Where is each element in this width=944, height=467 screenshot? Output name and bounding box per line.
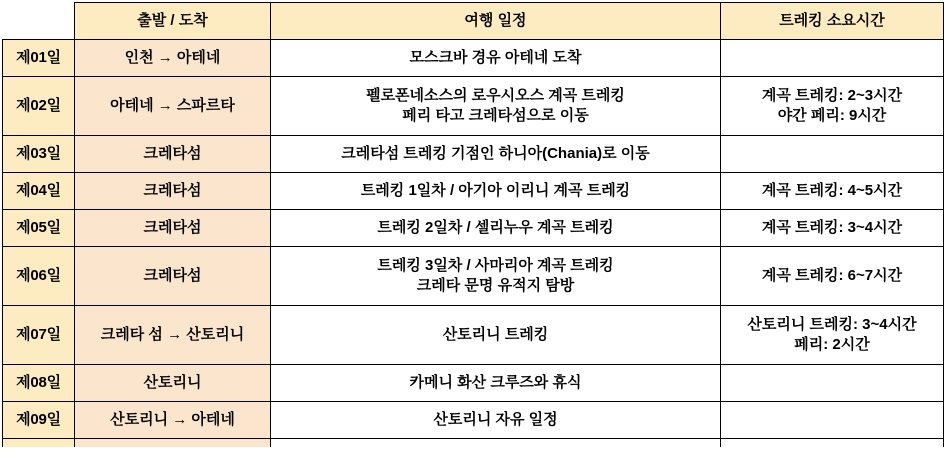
cell-time — [721, 247, 944, 306]
cell-time-line: 계곡 트레킹: 3~4시간 — [761, 218, 903, 236]
cell-plan — [271, 365, 721, 402]
cell-time-line: 페리: 2시간 — [794, 336, 870, 353]
cell-plan — [271, 210, 721, 247]
cell-plan — [271, 77, 721, 136]
header-cell-plan: 여행 일정 — [271, 3, 721, 40]
cell-day: 제01일 — [3, 40, 75, 77]
cell-route — [75, 402, 271, 439]
table-row — [3, 40, 944, 77]
cell-plan — [271, 40, 721, 77]
cell-route — [75, 77, 271, 136]
cell-route-line: 크레타섬 — [143, 181, 202, 199]
cell-day: 제06일 — [3, 247, 75, 306]
cell-time-line: 산토리니 트레킹: 3~4시간 — [747, 315, 917, 333]
cell-route — [75, 247, 271, 306]
header-cell-corner — [3, 3, 75, 40]
cell-route — [75, 210, 271, 247]
cell-time — [721, 136, 944, 173]
table-body — [3, 40, 944, 448]
cell-plan-line: 산토리니 트레킹 — [442, 325, 549, 343]
cell-route-line: 산토리니 → 아테네 — [110, 410, 235, 428]
cell-plan — [271, 439, 721, 448]
table-row-partial — [3, 439, 944, 448]
cell-time-line: 계곡 트레킹: 4~5시간 — [761, 181, 903, 199]
cell-route-line: 아테네 → 스파르타 — [110, 96, 235, 114]
table-row — [3, 365, 944, 402]
cell-plan-line: 트레킹 1일차 / 아기아 이리니 계곡 트레킹 — [360, 181, 631, 199]
cell-plan-line: 트레킹 2일차 / 셀리누우 계곡 트레킹 — [377, 218, 614, 236]
cell-plan — [271, 247, 721, 306]
cell-route-line: 크레타섬 — [143, 266, 202, 284]
table-header-row — [3, 3, 944, 40]
header-cell-route: 출발 / 도착 — [75, 3, 271, 40]
cell-time-line: 야간 페리: 9시간 — [777, 107, 887, 124]
cell-day — [3, 439, 75, 448]
cell-day: 제07일 — [3, 306, 75, 365]
cell-route — [75, 439, 271, 448]
cell-plan — [271, 402, 721, 439]
table-row — [3, 77, 944, 136]
cell-route — [75, 173, 271, 210]
cell-plan-line: 모스크바 경유 아테네 도착 — [409, 48, 582, 66]
cell-day: 제09일 — [3, 402, 75, 439]
cell-time-line: 계곡 트레킹: 6~7시간 — [761, 266, 903, 284]
cell-time — [721, 365, 944, 402]
cell-route-line: 크레타섬 — [143, 218, 202, 236]
cell-plan-line: 카메니 화산 크루즈와 휴식 — [409, 373, 582, 391]
cell-route-line: 인천 → 아테네 — [124, 48, 221, 66]
table-row — [3, 173, 944, 210]
cell-plan-line: 페리 타고 크레타섬으로 이동 — [402, 107, 589, 124]
itinerary-sheet — [0, 2, 944, 467]
table-row — [3, 402, 944, 439]
cell-day: 제08일 — [3, 365, 75, 402]
cell-plan — [271, 136, 721, 173]
cell-plan-line: 크레타 문명 유적지 탐방 — [416, 277, 575, 294]
table-row — [3, 247, 944, 306]
table-row — [3, 210, 944, 247]
cell-plan-line: 펠로폰네소스의 로우시오스 계곡 트레킹 — [366, 86, 625, 104]
cell-day: 제02일 — [3, 77, 75, 136]
cell-time — [721, 439, 944, 448]
cell-day: 제05일 — [3, 210, 75, 247]
cell-route — [75, 136, 271, 173]
cell-time — [721, 210, 944, 247]
itinerary-table — [2, 2, 944, 447]
table-row — [3, 136, 944, 173]
cell-time-line: 계곡 트레킹: 2~3시간 — [761, 86, 903, 104]
cell-time — [721, 77, 944, 136]
cell-day: 제03일 — [3, 136, 75, 173]
cell-plan-line: 크레타섬 트레킹 기점인 하니아(Chania)로 이동 — [341, 144, 650, 162]
cell-route — [75, 40, 271, 77]
table-row — [3, 306, 944, 365]
cell-time — [721, 40, 944, 77]
table-header — [3, 3, 944, 40]
header-cell-time: 트레킹 소요시간 — [721, 3, 944, 40]
cell-route — [75, 365, 271, 402]
cell-plan — [271, 173, 721, 210]
cell-time — [721, 402, 944, 439]
cell-route-line: 크레타섬 — [143, 144, 202, 162]
cell-plan-line: 산토리니 자유 일정 — [433, 410, 558, 428]
cell-route — [75, 306, 271, 365]
cell-route-line: 산토리니 — [143, 373, 202, 391]
cell-time — [721, 173, 944, 210]
cell-plan — [271, 306, 721, 365]
cell-day: 제04일 — [3, 173, 75, 210]
cell-plan-line: 트레킹 3일차 / 사마리아 계곡 트레킹 — [377, 256, 614, 274]
cell-time — [721, 306, 944, 365]
cell-route-line: 크레타 섬 → 산토리니 — [100, 325, 245, 343]
